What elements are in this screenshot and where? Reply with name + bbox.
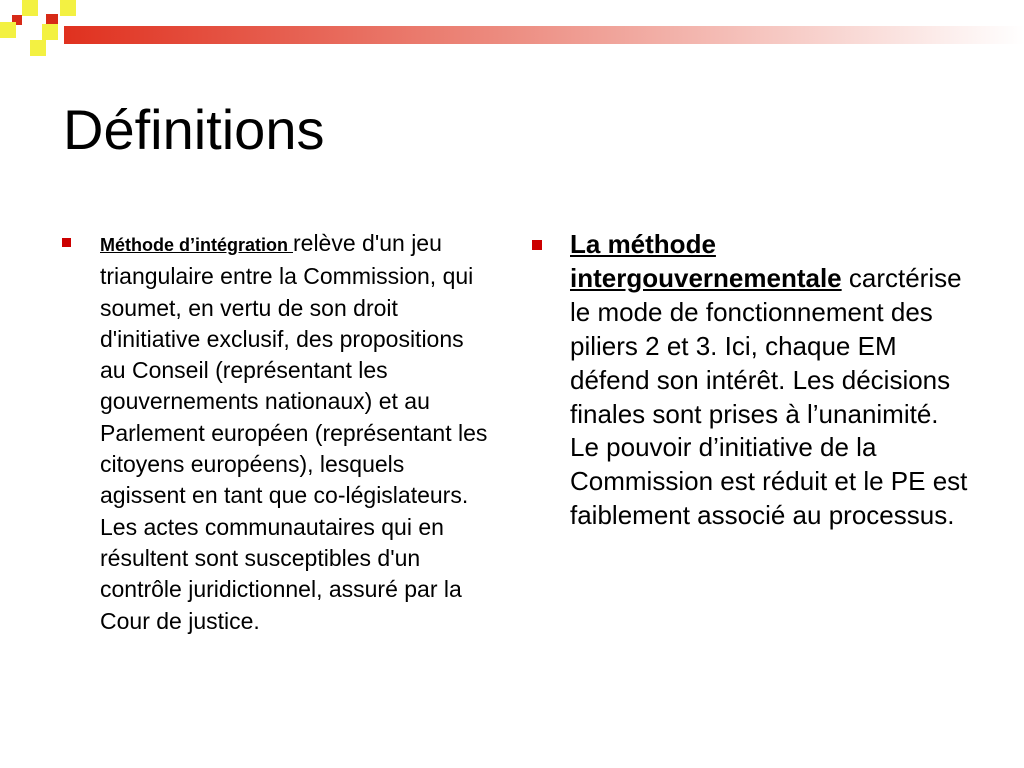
bullet-square-icon <box>62 238 71 247</box>
right-bullet-item <box>532 228 972 533</box>
header-gradient-bar <box>64 26 1024 44</box>
decor-square-yellow-2 <box>60 0 76 16</box>
decor-square-yellow-1 <box>22 0 38 16</box>
bullet-square-icon <box>532 240 542 250</box>
right-term: La méthode intergouvernementale <box>570 229 842 293</box>
slide-title: Définitions <box>63 98 325 161</box>
decor-square-yellow-5 <box>42 24 58 40</box>
decor-square-yellow-3 <box>0 22 16 38</box>
decor-square-yellow-4 <box>30 40 46 56</box>
left-term: Méthode d’intégration <box>100 235 293 255</box>
left-definition: relève d'un jeu triangulaire entre la Commission, qui soumet, en vertu de son droit d'initiative exclusif, des propositions au Conseil (représentant les gouvernements nationaux) et au Parlement européen (représentant les citoyens européens), lesquels agissent en tant que co-législateurs. Les actes communautaires qui en résultent sont susceptibles d'un contrôle juridictionnel, assuré par la Cour de justice. <box>100 230 488 634</box>
left-bullet-item <box>62 228 494 637</box>
left-column <box>62 228 494 637</box>
right-column <box>532 228 972 533</box>
right-definition: carctérise le mode de fonctionnement des piliers 2 et 3. Ici, chaque EM défend son intérêt. Les décisions finales sont prises à l’unanimité. Le pouvoir d’initiative de la Commission est réduit et le PE est faiblement associé au processus. <box>570 262 968 531</box>
